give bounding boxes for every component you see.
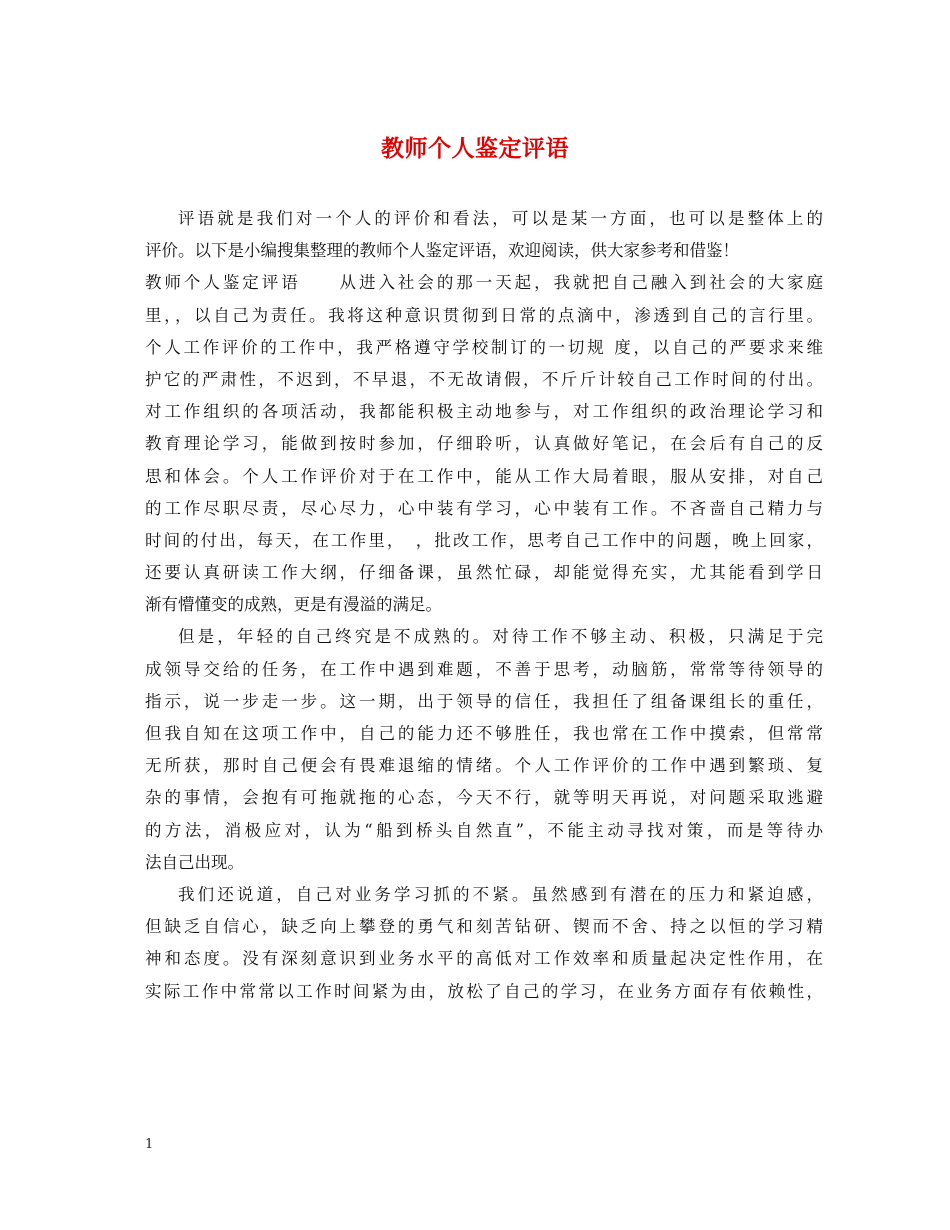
text-line: 对工作组织的各项活动，我都能积极主动地参与，对工作组织的政治理论学习和 — [145, 402, 823, 422]
text-line: 护它的严肃性，不迟到，不早退，不无故请假，不斤斤计较自己工作时间的付出。 — [145, 369, 823, 389]
text-line: 教育理论学习，能做到按时参加，仔细聆听，认真做好笔记，在会后有自己的反 — [145, 434, 823, 454]
text-line: 评价。以下是小编搜集整理的教师个人鉴定评语，欢迎阅读，供大家参考和借鉴！ — [145, 241, 739, 261]
document-title: 教师个人鉴定评语 — [381, 135, 569, 162]
text-line: 的工作尽职尽责，尽心尽力，心中装有学习，心中装有工作。不吝啬自己精力与 — [145, 498, 823, 518]
text-line: 我们还说道，自己对业务学习抓的不紧。虽然感到有潜在的压力和紧迫感， — [178, 884, 823, 904]
text-line: 个人工作评价的工作中，我严格遵守学校制订的一切规 度，以自己的严要求来维 — [145, 337, 823, 357]
text-line: 教师个人鉴定评语 从进入社会的那一天起，我就把自己融入到社会的大家庭 — [145, 273, 823, 293]
text-line: 但我自知在这项工作中，自己的能力还不够胜任，我也常在工作中摸索，但常常 — [145, 724, 823, 743]
text-line: 但是，年轻的自己终究是不成熟的。对待工作不够主动、积极，只满足于完 — [178, 627, 823, 647]
text-line: 实际工作中常常以工作时间紧为由，放松了自己的学习，在业务方面存有依赖性， — [145, 981, 823, 1001]
text-line: 指示，说一步走一步。这一期，出于领导的信任，我担任了组备课组长的重任， — [145, 691, 823, 711]
text-line: 杂的事情，会抱有可拖就拖的心态，今天不行，就等明天再说，对问题采取逃避 — [145, 788, 823, 808]
text-line: 时间的付出，每天，在工作里， ，批改工作，思考自己工作中的问题，晚上回家， — [145, 530, 823, 550]
text-line: 神和态度。没有深刻意识到业务水平的高低对工作效率和质量起决定性作用，在 — [145, 949, 823, 969]
text-line: 渐有懵懂变的成熟，更是有漫溢的满足。 — [145, 595, 442, 615]
text-line: 还要认真研读工作大纲，仔细备课，虽然忙碌，却能觉得充实，尤其能看到学日 — [145, 563, 823, 583]
text-line: 里，，以自己为责任。我将这种意识贯彻到日常的点滴中，渗透到自己的言行里。 — [145, 305, 823, 325]
text-line: 的方法，消极应对，认为“船到桥头自然直”，不能主动寻找对策，而是等待办 — [145, 820, 823, 840]
text-line: 但缺乏自信心，缺乏向上攀登的勇气和刻苦钻研、锲而不舍、持之以恒的学习精 — [145, 917, 823, 937]
text-line: 法自己出现。 — [145, 852, 244, 872]
text-line: 无所获，那时自己便会有畏难退缩的情绪。个人工作评价的工作中遇到繁琐、复 — [145, 756, 823, 776]
page-number: 1 — [145, 1137, 154, 1152]
document-body — [145, 203, 823, 1008]
text-line: 评语就是我们对一个人的评价和看法，可以是某一方面，也可以是整体上的 — [178, 209, 823, 228]
text-line: 思和体会。个人工作评价对于在工作中，能从工作大局着眼，服从安排，对自己 — [145, 466, 823, 486]
text-line: 成领导交给的任务，在工作中遇到难题，不善于思考，动脑筋，常常等待领导的 — [145, 659, 823, 679]
